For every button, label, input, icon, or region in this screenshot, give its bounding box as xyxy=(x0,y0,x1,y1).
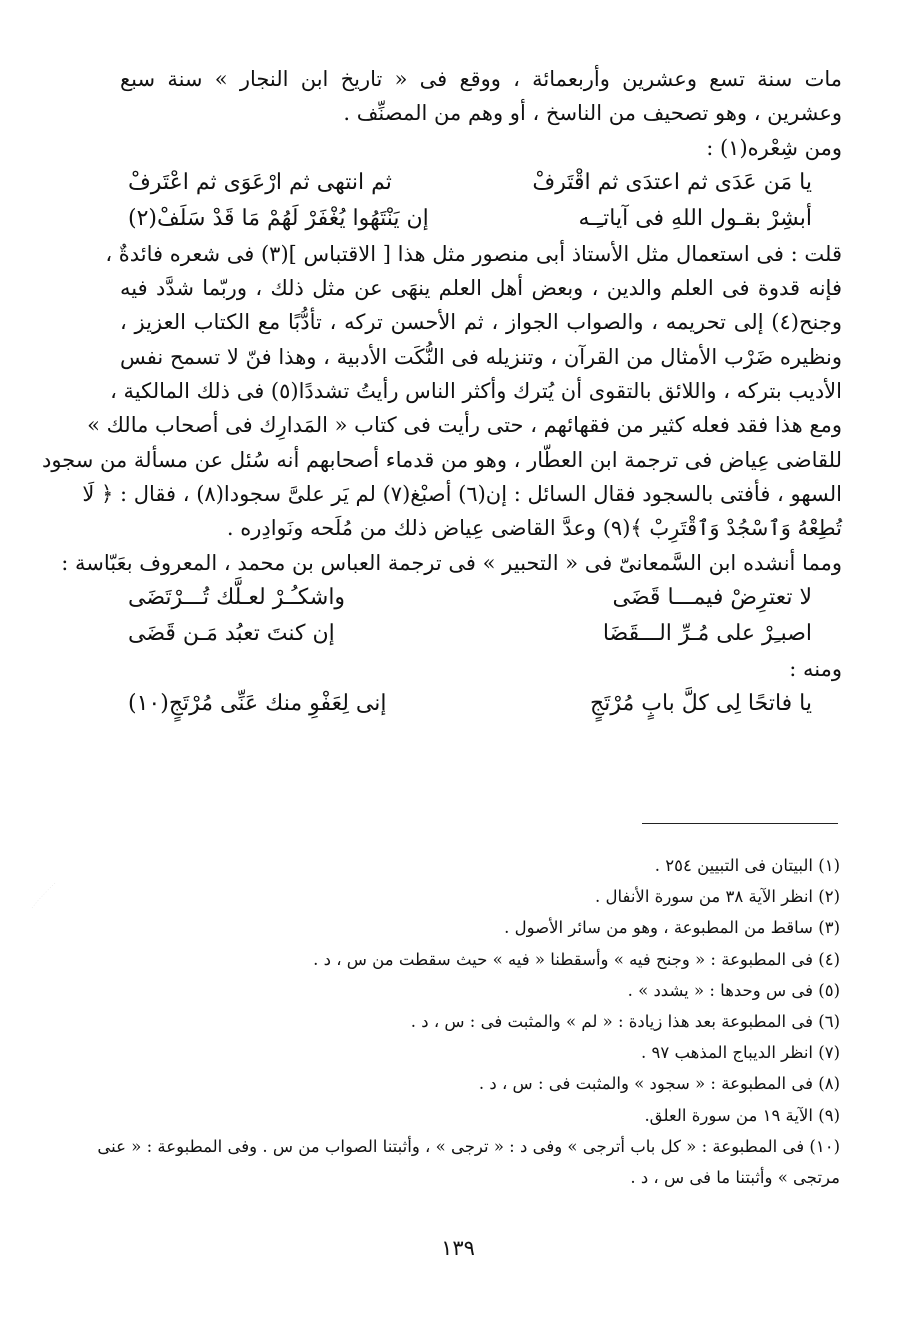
verse-line xyxy=(120,201,842,237)
main-text xyxy=(41,62,842,722)
verse-line xyxy=(120,686,842,722)
footnotes xyxy=(300,850,840,1131)
footnote: (٦) فى المطبوعة بعد هذا زيادة : « لم » والمثبت فى : س ، د . xyxy=(410,1011,840,1031)
text-line: ومن شِعْره(١) : xyxy=(706,135,842,160)
verse-hemistich: لا تعترِضْ فيمـــا قَضَى xyxy=(612,584,812,610)
text-line: فإنه قدوة فى العلم والدين ، وبعض أهل العلم ينهَى عن مثل ذلك ، وربّما شدَّد فيه xyxy=(120,276,842,301)
footnote-line: مرتجى » وأثبتنا ما فى س ، د . xyxy=(630,1168,840,1188)
footnote: (٢) انظر الآية ٣٨ من سورة الأنفال . xyxy=(594,887,840,907)
text-line: السهو ، فأفتى بالسجود فقال السائل : إن(٦) أصبْغ(٧) لم يَر علىَّ سجودا(٨) ، فقال : ﴿ لَا xyxy=(82,481,842,506)
verse-hemistich: أبشِرْ بقـول اللهِ فى آياتـِـه xyxy=(578,205,812,231)
verse-hemistich: واشكـُـرْ لعـلَّك تُـــرْتَضَى xyxy=(128,584,346,610)
verse-line xyxy=(120,580,842,616)
footnote: (٤) فى المطبوعة : « وجنح فيه » وأسقطنا « فيه » حيث سقطت من س ، د . xyxy=(313,949,840,969)
footnote: (٧) انظر الديباج المذهب ٩٧ . xyxy=(640,1043,840,1063)
verse-hemistich: يا فاتحًا لِى كلَّ بابٍ مُرْتَجٍ xyxy=(590,691,812,717)
footnote-line: (١٠) فى المطبوعة : « كل باب أترجى » وفى د : « ترجى » ، وأثبتنا الصواب من س . وفى المطبوعة : « عنى xyxy=(97,1137,840,1156)
text-line: ومع هذا فقد فعله كثير من فقهائهم ، حتى رأيت فى كتاب « المَدارِك فى أصحاب مالك » xyxy=(87,413,842,438)
text-line: ومنه : xyxy=(789,656,842,681)
verse-hemistich: إن يَنْتَهُوا يُغْفَرْ لَهُمْ مَا قَدْ سَلَفْ(٢) xyxy=(128,205,429,231)
footnote: (٥) فى س وحدها : « يشدد » . xyxy=(627,980,840,1000)
footnote: (٩) الآية ١٩ من سورة العلق. xyxy=(644,1105,840,1125)
text-line: وجنح(٤) إلى تحريمه ، والصواب الجواز ، ثم الأحسن تركه ، تأدُّبًا مع الكتاب العزيز ، xyxy=(120,310,842,335)
verse-line xyxy=(120,165,842,201)
footnote: (٣) ساقط من المطبوعة ، وهو من سائر الأصول . xyxy=(504,918,840,938)
verse-hemistich: يا مَن عَدَى ثم اعتدَى ثم اقْتَرفْ xyxy=(532,169,812,195)
page-number: ١٣٩ xyxy=(441,1236,475,1260)
verse-hemistich: اصبـِرْ على مُـرِّ الـــقَضَا xyxy=(602,620,812,646)
footnote-separator xyxy=(642,823,838,824)
text-line: وعشرين ، وهو تصحيف من الناسخ ، أو وهم من المصنِّف . xyxy=(343,101,842,126)
text-line: ومما أنشده ابن السَّمعانىّ فى « التحبير » فى ترجمة العباس بن محمد ، المعروف بعَبّاسة : xyxy=(61,550,842,575)
paper-speck xyxy=(30,880,58,910)
text-line: تُطِعْهُ وَٱسْجُدْ وَٱقْتَرِبْ ﴾(٩) وعدَّ القاضى عِياض ذلك من مُلَحه ونَوادِره . xyxy=(226,516,842,541)
footnote: (٨) فى المطبوعة : « سجود » والمثبت فى : س ، د . xyxy=(478,1074,840,1094)
text-line: ونظيره ضَرْب الأمثال من القرآن ، وتنزيله فى النُّكَت الأدبية ، وهذا فنّ لا تسمح نفس xyxy=(120,344,842,369)
text-line: مات سنة تسع وعشرين وأربعمائة ، ووقع فى « تاريخ ابن النجار » سنة سبع xyxy=(120,67,842,91)
verse-hemistich: ثم انتهى ثم ارْعَوَى ثم اعْتَرفْ xyxy=(128,169,392,195)
footnote: (١) البيتان فى التبيين ٢٥٤ . xyxy=(654,856,840,875)
footnote-10 xyxy=(97,1131,840,1193)
text-line: الأديب بتركه ، واللائق بالتقوى أن يُترك وأكثر الناس رأيتُ تشددًا(٥) فى ذلك المالكية ، xyxy=(110,379,842,404)
text-line: قلت : فى استعمال مثل الأستاذ أبى منصور مثل هذا [ الاقتباس ](٣) فى شعره فائدةٌ ، xyxy=(105,241,842,266)
verse-line xyxy=(120,616,842,652)
verse-hemistich: إنى لِعَفْوِ منك عَنِّى مُرْتَجٍ(١٠) xyxy=(128,691,387,717)
text-line: للقاضى عِياض فى ترجمة ابن العطّار ، وهو من قدماء أصحابهم أنه سُئل عن مسألة من سجود xyxy=(41,447,842,472)
verse-hemistich: إن كنتَ تعبُد مَـن قَضَى xyxy=(128,620,335,646)
